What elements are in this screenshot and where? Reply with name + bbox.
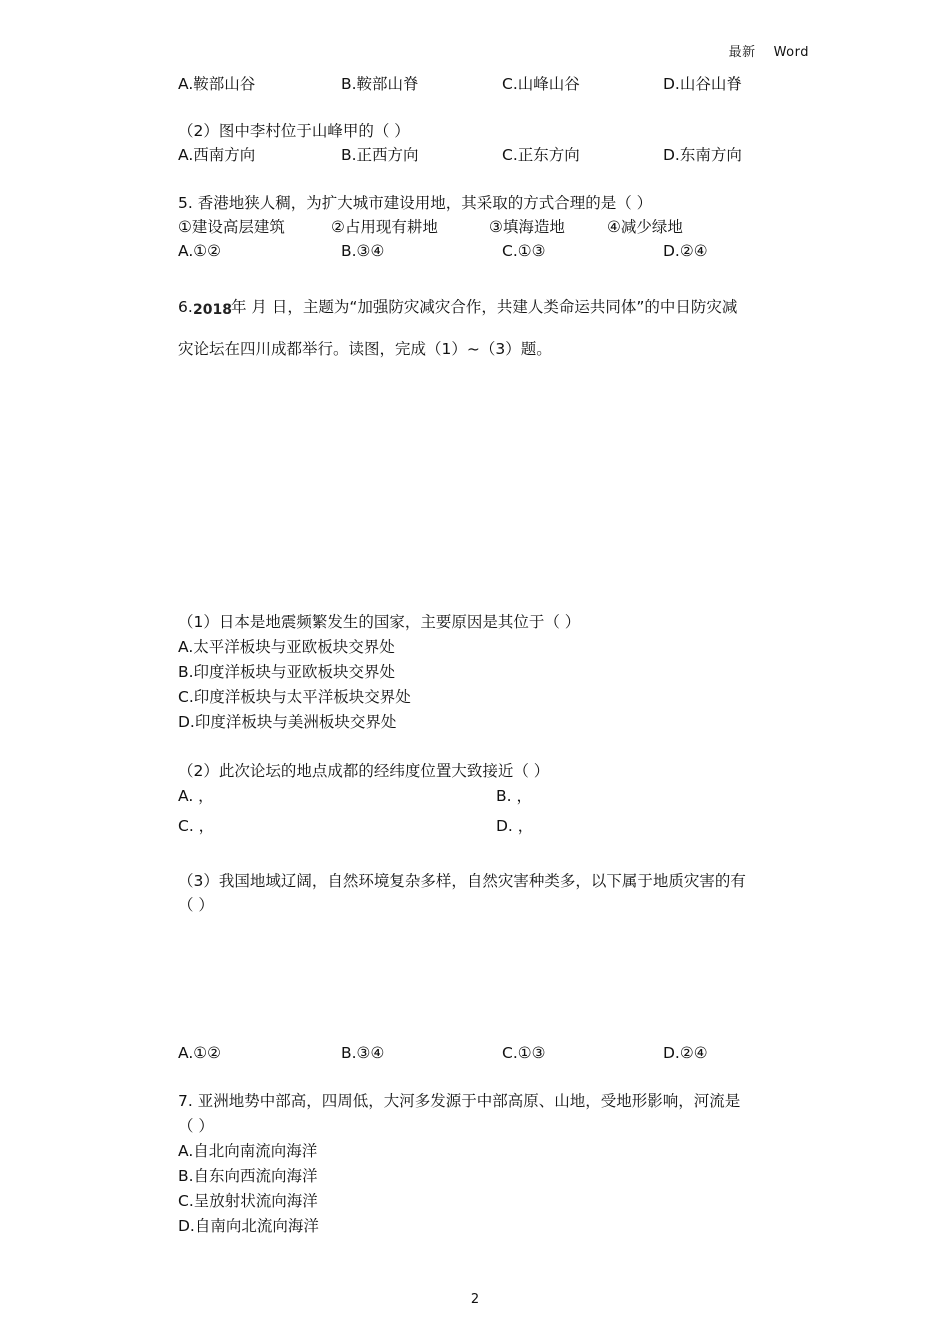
q6-number: 6. xyxy=(178,298,193,316)
header-label-latest: 最新 xyxy=(728,45,756,60)
q5-option-c: C.①③ xyxy=(502,242,546,260)
q6-sub2-option-d: D. ， xyxy=(496,817,534,835)
q4-option-d: D.山谷山脊 xyxy=(663,75,742,93)
page-header xyxy=(729,43,809,63)
q6-sub3-figure-area xyxy=(178,920,798,1040)
q4-sub2-option-d: D.东南方向 xyxy=(663,146,742,164)
q6-figure-area xyxy=(178,370,798,600)
q7-option-a: A.自北向南流向海洋 xyxy=(178,1142,318,1160)
q5-item-3: ③填海造地 xyxy=(489,218,565,236)
q4-sub2-stem: （2）图中李村位于山峰甲的（ ） xyxy=(178,122,410,140)
q6-sub3-stem-line1: （3）我国地域辽阔，自然环境复杂多样，自然灾害种类多，以下属于地质灾害的有 xyxy=(178,872,746,890)
q6-sub2-option-c: C. ， xyxy=(178,817,215,835)
q7-stem-line2: （ ） xyxy=(178,1117,214,1135)
q6-sub3-option-c: C.①③ xyxy=(502,1044,546,1062)
q4-option-b: B.鞍部山脊 xyxy=(341,75,419,93)
q6-sub2-option-b: B. ， xyxy=(496,787,532,805)
page-number: 2 xyxy=(470,1292,480,1307)
q6-stem-line2: 灾论坛在四川成都举行。读图，完成（1）~（3）题。 xyxy=(178,340,552,358)
q6-sub1-option-a: A.太平洋板块与亚欧板块交界处 xyxy=(178,638,395,656)
q5-option-b: B.③④ xyxy=(341,242,385,260)
q6-sub3-stem-line2: （ ） xyxy=(178,896,214,914)
q6-sub1-option-d: D.印度洋板块与美洲板块交界处 xyxy=(178,713,397,731)
q5-option-a: A.①② xyxy=(178,242,222,260)
q5-item-2: ②占用现有耕地 xyxy=(331,218,438,236)
q4-sub2-option-c: C.正东方向 xyxy=(502,146,580,164)
q6-year: 2018 xyxy=(193,302,232,318)
q6-sub1-option-c: C.印度洋板块与太平洋板块交界处 xyxy=(178,688,411,706)
q7-option-d: D.自南向北流向海洋 xyxy=(178,1217,319,1235)
q6-stem-line1: 年 月 日，主题为“加强防灾减灾合作，共建人类命运共同体”的中日防灾减 xyxy=(231,298,738,316)
q4-sub2-option-a: A.西南方向 xyxy=(178,146,256,164)
q7-stem-line1: 7. 亚洲地势中部高，四周低，大河多发源于中部高原、山地，受地形影响，河流是 xyxy=(178,1092,741,1110)
q4-option-a: A.鞍部山谷 xyxy=(178,75,256,93)
header-label-word: Word xyxy=(773,45,809,60)
q6-sub1-option-b: B.印度洋板块与亚欧板块交界处 xyxy=(178,663,396,681)
q6-sub3-option-b: B.③④ xyxy=(341,1044,385,1062)
q6-sub2-option-a: A. ， xyxy=(178,787,214,805)
q5-item-4: ④减少绿地 xyxy=(607,218,683,236)
q4-sub2-option-b: B.正西方向 xyxy=(341,146,419,164)
q7-option-b: B.自东向西流向海洋 xyxy=(178,1167,318,1185)
q7-option-c: C.呈放射状流向海洋 xyxy=(178,1192,318,1210)
q4-option-c: C.山峰山谷 xyxy=(502,75,580,93)
q6-sub3-option-a: A.①② xyxy=(178,1044,222,1062)
q6-sub2-stem: （2）此次论坛的地点成都的经纬度位置大致接近（ ） xyxy=(178,762,550,780)
q6-sub1-stem: （1）日本是地震频繁发生的国家，主要原因是其位于（ ） xyxy=(178,613,581,631)
q5-stem: 5. 香港地狭人稠，为扩大城市建设用地，其采取的方式合理的是（ ） xyxy=(178,194,653,212)
q6-sub3-option-d: D.②④ xyxy=(663,1044,708,1062)
q5-option-d: D.②④ xyxy=(663,242,708,260)
q5-item-1: ①建设高层建筑 xyxy=(178,218,285,236)
